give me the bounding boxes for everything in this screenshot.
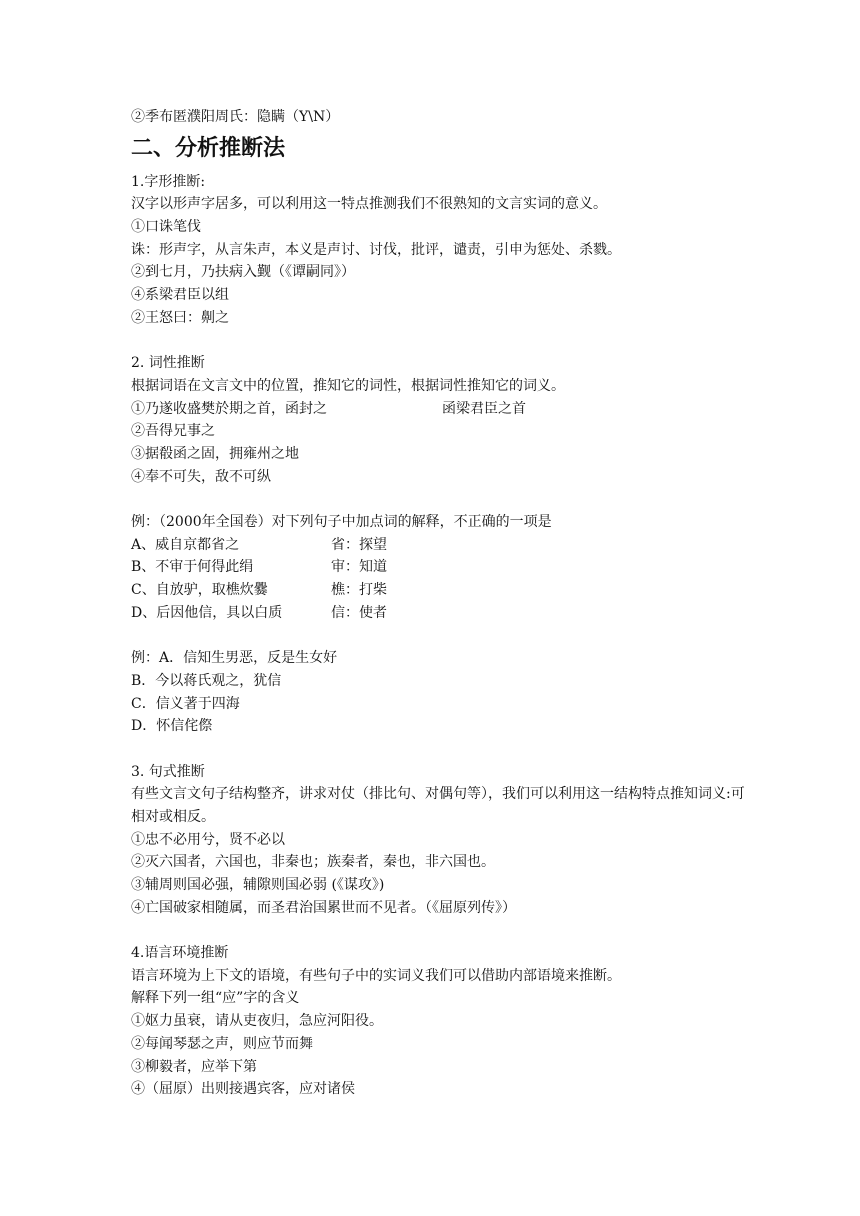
paragraph: 根据词语在文言文中的位置，推知它的词性，根据词性推知它的词义。 (131, 377, 565, 394)
text-line: ②王怒曰：劓之 (131, 309, 229, 326)
text-line: ②到七月，乃扶病入觐（《谭嗣同》） (131, 264, 355, 281)
text-line: ④奉不可失，敌不可纵 (131, 468, 271, 485)
document-body (131, 106, 751, 1101)
text-line: ④（屈原）出则接遇宾客，应对诸侯 (131, 1081, 355, 1098)
text-line: ①口诛笔伐 (131, 219, 201, 236)
example-stem: 例：（2000年全国卷）对下列句子中加点词的解释，不正确的一项是 (131, 514, 552, 530)
option-gloss: 审：知道 (331, 559, 387, 576)
spacer (131, 488, 751, 511)
text-line: ①忠不必用兮，贤不必以 (131, 831, 285, 848)
paragraph: 语言环境为上下文的语境，有些句子中的实词义我们可以借助内部语境来推断。 (131, 967, 621, 984)
text-line: C．信义著于四海 (131, 695, 240, 712)
text-line: ②吾得兄事之 (131, 423, 215, 440)
text-line: B．今以蒋氏观之，犹信 (131, 672, 282, 689)
option-gloss: 信：使者 (331, 604, 387, 621)
option-sentence: B、不审于何得此绢 (131, 559, 254, 576)
option-sentence: A、威自京都省之 (131, 536, 240, 553)
subsection-title: 2. 词性推断 (131, 355, 205, 372)
option-gloss: 樵：打柴 (331, 582, 387, 599)
paragraph: 有些文言文句子结构整齐，讲求对仗（排比句、对偶句等），我们可以利用这一结构特点推知词义:可相对或相反。 (131, 786, 745, 825)
section-heading: 二、分析推断法 (131, 135, 286, 161)
text-line: ②季布匿濮阳周氏：隐瞒（Y\N） (131, 109, 340, 125)
option-sentence: C、自放驴，取樵炊爨 (131, 582, 268, 599)
text-line: 诛：形声字，从言朱声，本义是声讨、讨伐，批评，谴责，引申为惩处、杀戮。 (131, 241, 621, 258)
text-line: 例：A．信知生男恶，反是生女好 (131, 650, 338, 667)
text-line-part: 函梁君臣之首 (442, 400, 526, 417)
text-line: ①妪力虽衰，请从吏夜归，急应河阳役。 (131, 1013, 383, 1030)
example-option (131, 556, 751, 579)
example-option (131, 534, 751, 557)
text-line: ③据殽函之固，拥雍州之地 (131, 445, 299, 462)
example-option (131, 602, 751, 625)
text-line: 解释下列一组“应”字的含义 (131, 990, 300, 1007)
option-gloss: 省：探望 (331, 536, 387, 553)
subsection-title: 3. 句式推断 (131, 763, 205, 780)
text-line: ③辅周则国必强，辅隙则国必弱 (《谋攻》) (131, 877, 385, 894)
example-option (131, 579, 751, 602)
spacer (131, 738, 751, 761)
subsection-title: 4.语言环境推断 (131, 945, 229, 962)
text-line: ②灭六国者，六国也，非秦也；族秦者，秦也，非六国也。 (131, 854, 495, 871)
spacer (131, 624, 751, 647)
text-line: D．怀信侘傺 (131, 718, 213, 735)
subsection-title: 1.字形推断: (131, 173, 206, 190)
text-line: ④系梁君臣以组 (131, 287, 229, 304)
text-line: ③柳毅者，应举下第 (131, 1058, 257, 1075)
text-line-two-part (131, 398, 751, 421)
spacer (131, 330, 751, 353)
option-sentence: D、后因他信，具以白质 (131, 604, 283, 621)
text-line: ④亡国破家相随属，而圣君治国累世而不见者。（《屈原列传》） (131, 899, 516, 916)
text-line-part: ①乃遂收盛樊於期之首，函封之 (131, 400, 327, 417)
text-line: ②每闻琴瑟之声，则应节而舞 (131, 1035, 313, 1052)
paragraph: 汉字以形声字居多，可以利用这一特点推测我们不很熟知的文言实词的意义。 (131, 196, 607, 213)
spacer (131, 919, 751, 942)
